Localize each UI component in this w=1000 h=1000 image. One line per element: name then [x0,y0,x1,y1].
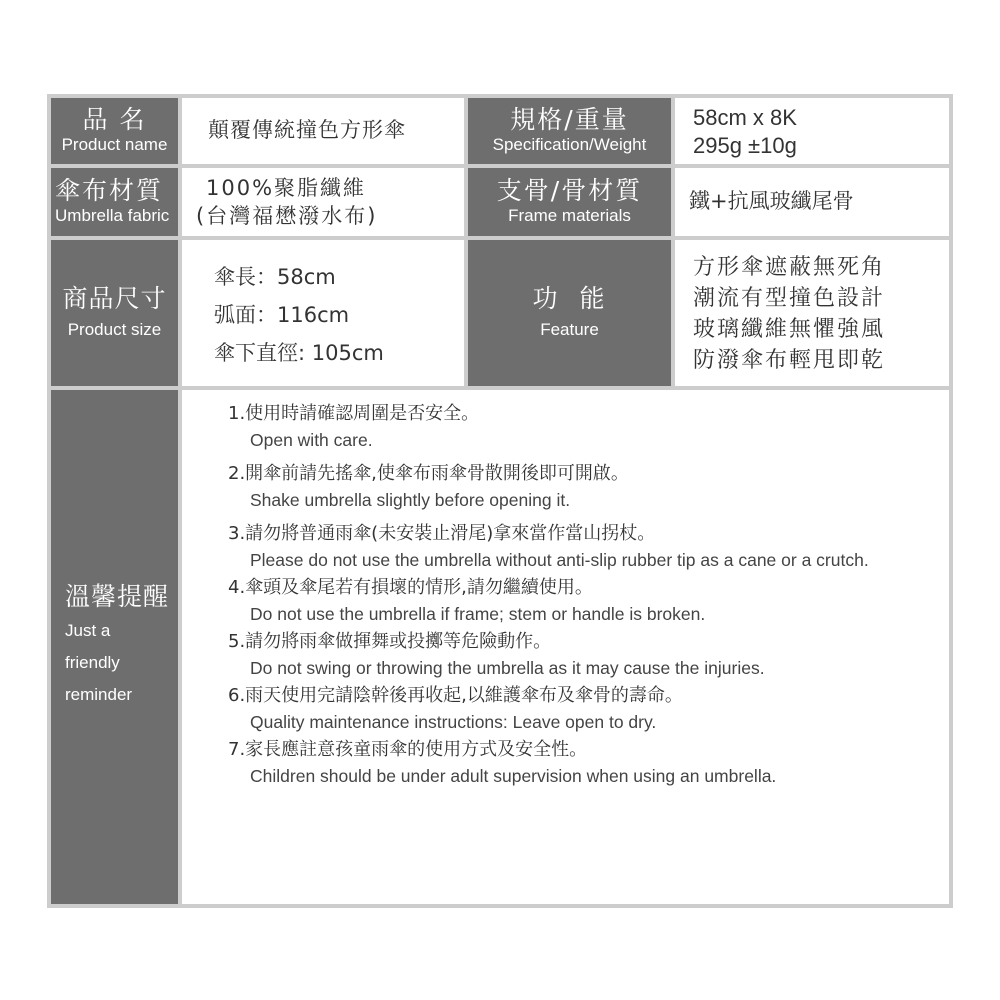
reminder-item-en: Do not use the umbrella if frame; stem or handle is broken. [250,604,706,624]
reminder-item-5 [228,628,939,682]
feature-header [468,240,671,386]
spec-label-zh: 規格/重量 [510,105,629,135]
spec-value-cell [675,98,949,164]
size-label-en: Product size [67,320,162,340]
frame-label-en: Frame materials [508,206,631,226]
size-value-cell [182,240,464,386]
reminder-content-cell [182,390,949,904]
reminder-item-en: Quality maintenance instructions: Leave open to dry. [250,712,657,732]
reminder-label-en-3: reminder [65,685,133,705]
reminder-item-7 [228,736,939,790]
fabric-value-line-1: 100%聚脂纖維 [206,176,367,200]
feature-line-3: 玻璃纖維無懼強風 [693,317,886,342]
size-label-zh: 商品尺寸 [62,284,167,314]
size-length-value: 傘長：58cm [214,265,336,289]
product-name-value: 顛覆傳統撞色方形傘 [208,118,406,143]
feature-label-zh: 功 能 [532,284,607,314]
reminder-label-en-2: friendly [65,653,120,673]
fabric-value-line-2: (台灣福懋潑水布) [196,204,378,229]
reminder-header [51,390,178,904]
size-diameter-value: 傘下直徑: 105cm [214,341,384,365]
reminder-item-en: Shake umbrella slightly before opening it. [250,490,571,510]
reminder-item-zh: 7.家長應註意孩童雨傘的使用方式及安全性。 [228,739,588,760]
feature-label-en: Feature [540,320,599,340]
reminder-item-zh: 3.請勿將普通雨傘(未安裝止滑尾)拿來當作當山拐杖。 [228,523,656,544]
spec-label-en: Specification/Weight [492,135,647,155]
reminder-item-zh: 6.雨天使用完請陰幹後再收起,以維護傘布及傘骨的壽命。 [228,685,683,706]
reminder-item-2 [228,460,939,514]
frame-label-zh: 支骨/骨材質 [496,176,643,206]
feature-line-4: 防潑傘布輕甩即乾 [693,348,886,373]
reminder-item-1 [228,400,939,454]
reminder-label-zh: 溫馨提醒 [65,581,170,611]
product-name-header [51,98,178,164]
fabric-label-en: Umbrella fabric [55,206,170,226]
size-arc-value: 弧面：116cm [214,303,350,327]
reminder-item-zh: 5.請勿將雨傘做揮舞或投擲等危險動作。 [228,631,552,652]
feature-line-1: 方形傘遮蔽無死角 [693,255,886,280]
reminder-item-zh: 4.傘頭及傘尾若有損壞的情形,請勿繼續使用。 [228,577,593,598]
feature-value-cell [675,240,949,386]
reminder-list [228,400,939,790]
product-name-label-zh: 品 名 [82,105,147,135]
reminder-item-3 [228,520,939,574]
spec-header [468,98,671,164]
size-header [51,240,178,386]
reminder-item-4 [228,574,939,628]
fabric-header [51,168,178,236]
reminder-item-en: Open with care. [250,430,373,450]
frame-header [468,168,671,236]
fabric-value-cell [182,168,464,236]
reminder-item-en: Do not swing or throwing the umbrella as it may cause the injuries. [250,658,765,678]
frame-value-cell [675,168,949,236]
reminder-item-6 [228,682,939,736]
reminder-item-en: Please do not use the umbrella without anti-slip rubber tip as a cane or a crutch. [250,550,869,570]
feature-line-2: 潮流有型撞色設計 [693,286,886,311]
frame-value: 鐵+抗風玻纖尾骨 [689,189,854,214]
product-name-label-en: Product name [61,135,168,155]
reminder-item-zh: 2.開傘前請先搖傘,使傘布雨傘骨散開後即可開啟。 [228,463,629,484]
spec-weight-value: 295g ±10g [693,132,797,158]
spec-size-value: 58cm x 8K [693,105,797,130]
reminder-item-en: Children should be under adult supervision when using an umbrella. [250,766,777,786]
reminder-label-en-1: Just a [65,621,111,641]
fabric-label-zh: 傘布材質 [55,176,164,206]
product-name-value-cell [182,98,464,164]
reminder-item-zh: 1.使用時請確認周圍是否安全。 [228,403,480,424]
spec-table [47,94,953,908]
